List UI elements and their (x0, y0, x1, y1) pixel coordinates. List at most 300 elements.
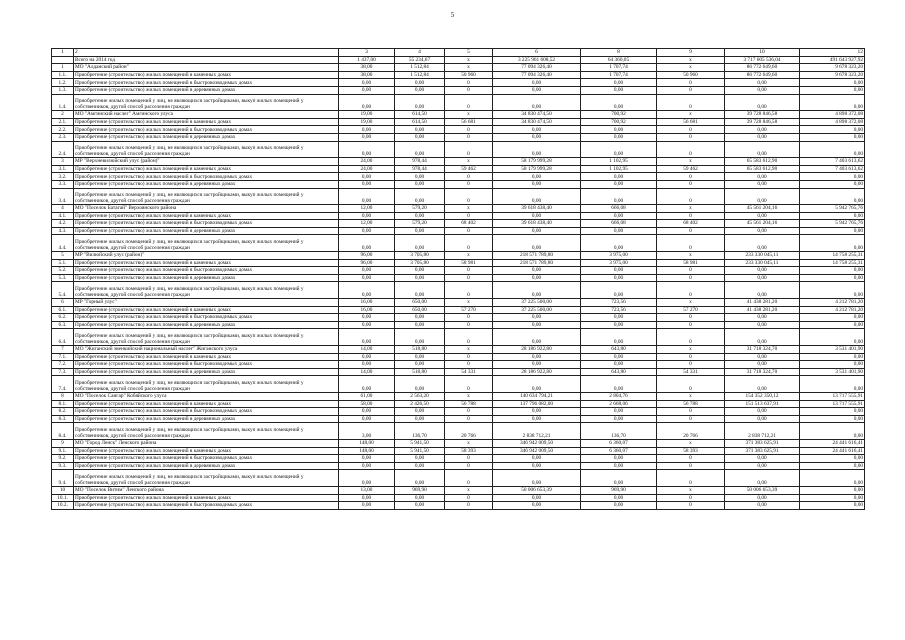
table-cell: 0 (657, 141, 725, 158)
table-cell: 0 (657, 314, 725, 322)
table-cell: 0,00 (725, 133, 800, 141)
table-cell: 1.3. (52, 86, 74, 94)
table-cell: 3 705,80 (395, 259, 445, 267)
table-cell: 86 772 649,60 (725, 64, 800, 72)
table-row (52, 71, 865, 79)
table-cell: 154 352 350,12 (725, 392, 800, 400)
table-cell: Приобретение жилых помещений у лиц, не являющихся застройщиками, выкуп жилых помещений у собственников, другой способ расселения граждан (74, 141, 339, 158)
table-cell: 579,20 (395, 220, 445, 228)
table-cell: 0,00 (395, 314, 445, 322)
table-row (52, 282, 865, 299)
table-cell: 10 (725, 49, 800, 57)
table-row (52, 470, 865, 487)
table-cell: 0,00 (725, 86, 800, 94)
table-cell: 6 (52, 299, 74, 307)
table-cell: 2.4. (52, 141, 74, 158)
table-cell: Приобретение (строительство) жилых помещений в каменных домах (74, 212, 339, 220)
table-cell: Приобретение (строительство) жилых помещений в деревянных домах (74, 368, 339, 376)
table-cell: 0 (445, 470, 493, 487)
table-cell: 5 942 765,76 (800, 220, 865, 228)
table-cell: 0,00 (581, 321, 657, 329)
table-cell: 8.2. (52, 408, 74, 416)
table-cell: 5 941,50 (395, 439, 445, 447)
table-cell: 0,00 (725, 321, 800, 329)
table-cell: 0,00 (581, 415, 657, 423)
table-cell: 1.2. (52, 79, 74, 87)
table-cell: Приобретение (строительство) жилых помещений в каменных домах (74, 306, 339, 314)
table-row (52, 173, 865, 181)
table-row (52, 462, 865, 470)
table-cell: 28 186 922,80 (493, 346, 581, 354)
table-row (52, 353, 865, 361)
table-cell: 14,00 (339, 368, 395, 376)
table-cell: 4.4. (52, 235, 74, 252)
table-cell: 31 718 324,70 (725, 368, 800, 376)
table-cell: 0 (657, 212, 725, 220)
table-cell: 64 360,05 (581, 56, 657, 64)
table-cell: 0,00 (493, 376, 581, 393)
table-cell: 0,00 (493, 494, 581, 502)
table-cell: 0,00 (493, 408, 581, 416)
table-cell: 0,00 (395, 502, 445, 510)
table-cell: 0,00 (339, 274, 395, 282)
table-cell: 0,00 (581, 133, 657, 141)
table-cell: 0 (445, 408, 493, 416)
table-cell: x (657, 64, 725, 72)
table-cell: Приобретение (строительство) жилых помещений в деревянных домах (74, 180, 339, 188)
table-row (52, 455, 865, 463)
table-cell: Приобретение (строительство) жилых помещений в деревянных домах (74, 86, 339, 94)
table-cell: 2 838 712,21 (725, 423, 800, 440)
table-cell: 3.3. (52, 180, 74, 188)
table-cell: 9.2. (52, 455, 74, 463)
table-cell: Приобретение (строительство) жилых помещений в каменных домах (74, 353, 339, 361)
table-cell: 2.2. (52, 126, 74, 134)
table-cell: 0,00 (339, 329, 395, 346)
table-cell: 0 (445, 455, 493, 463)
table-cell: 0,00 (339, 126, 395, 134)
table-cell: 0,00 (800, 126, 865, 134)
table-cell: Всего на 2014 год (74, 56, 339, 64)
table-cell: 0,00 (800, 274, 865, 282)
table-cell: 579,20 (395, 205, 445, 213)
table-cell: 3 705,80 (395, 252, 445, 260)
table-cell: Приобретение (строительство) жилых помещений в быстровозводимых домах (74, 173, 339, 181)
table-cell: 65 583 612,90 (725, 158, 800, 166)
table-cell: 136,70 (581, 423, 657, 440)
table-cell: 0,00 (339, 502, 395, 510)
table-cell: 20 766 (445, 423, 493, 440)
table-cell: 0,00 (493, 415, 581, 423)
table-cell: 41 438 281,20 (725, 299, 800, 307)
table-cell: 6.2. (52, 314, 74, 322)
table-cell: 136,70 (395, 423, 445, 440)
table-cell: 12 (800, 49, 865, 57)
table-cell: 0,00 (725, 267, 800, 275)
table-row (52, 111, 865, 119)
table-row (52, 502, 865, 510)
table-cell: 0,00 (725, 494, 800, 502)
table-cell: 0,00 (493, 462, 581, 470)
table-cell: 56 788 (657, 400, 725, 408)
table-cell: 0,00 (800, 462, 865, 470)
table-cell: Приобретение жилых помещений у лиц, не являющихся застройщиками, выкуп жилых помещений у собственников, другой способ расселения граждан (74, 329, 339, 346)
table-row (52, 306, 865, 314)
table-cell: 0 (657, 415, 725, 423)
table-cell: 0 (445, 188, 493, 205)
table-cell: 0 (445, 79, 493, 87)
table-cell: 0,00 (725, 462, 800, 470)
table-cell: Приобретение жилых помещений у лиц, не являющихся застройщиками, выкуп жилых помещений у собственников, другой способ расселения граждан (74, 94, 339, 111)
table-cell: 0,00 (725, 415, 800, 423)
table-cell: 0,00 (800, 212, 865, 220)
table-cell: 24 441 616,41 (800, 447, 865, 455)
table-cell: 0,00 (493, 94, 581, 111)
table-cell: 1 (52, 49, 74, 57)
table-cell: 0,00 (339, 376, 395, 393)
table-row (52, 376, 865, 393)
table-cell: 0 (657, 329, 725, 346)
table-cell: 2 563,20 (395, 392, 445, 400)
table-cell: 0,00 (581, 267, 657, 275)
table-cell: 0,00 (581, 353, 657, 361)
table-cell: 0,00 (395, 141, 445, 158)
table-cell: 8.1. (52, 400, 74, 408)
table-cell: 39 728 846,58 (725, 118, 800, 126)
table-cell: 58 393 (657, 447, 725, 455)
table-cell: 491 643 927,92 (800, 56, 865, 64)
table-cell: 13 717 555,91 (800, 400, 865, 408)
table-cell: 0,00 (395, 267, 445, 275)
table-cell: 0,00 (395, 361, 445, 369)
table-cell: 0,00 (725, 282, 800, 299)
table-cell: 96,00 (339, 252, 395, 260)
table-cell: 0 (445, 141, 493, 158)
table-cell: 0,00 (581, 188, 657, 205)
table-cell: 0,00 (800, 353, 865, 361)
table-cell: 3 225 961 608,52 (493, 56, 581, 64)
table-cell: 7 403 613,62 (800, 165, 865, 173)
table-cell: 68 402 (445, 220, 493, 228)
table-cell: 7 (52, 346, 74, 354)
table-cell: 0,00 (725, 212, 800, 220)
table-cell: 39 728 846,58 (725, 111, 800, 119)
table-cell: 0,00 (493, 141, 581, 158)
table-cell: 0,00 (395, 329, 445, 346)
table-cell: 0,00 (493, 235, 581, 252)
table-cell: 5.4. (52, 282, 74, 299)
table-cell: x (657, 299, 725, 307)
table-cell: 5 (445, 49, 493, 57)
table-cell: 0,00 (800, 227, 865, 235)
table-cell: Приобретение (строительство) жилых помещений в быстровозводимых домах (74, 220, 339, 228)
table-cell: 56 788 (445, 400, 493, 408)
table-cell: 10.1. (52, 494, 74, 502)
table-cell: 1.1. (52, 71, 74, 79)
table-row (52, 400, 865, 408)
table-cell: 0,00 (339, 267, 395, 275)
table-row (52, 118, 865, 126)
table-cell: 3 (52, 158, 74, 166)
table-cell: 10.2. (52, 502, 74, 510)
table-cell: 3.4. (52, 188, 74, 205)
table-cell: 969,90 (581, 486, 657, 494)
table-cell: 1 512,84 (395, 64, 445, 72)
table-row (52, 56, 865, 64)
table-cell: 0,00 (581, 282, 657, 299)
table-cell: 0,00 (339, 361, 395, 369)
table-cell: 643,80 (581, 346, 657, 354)
table-cell: x (445, 346, 493, 354)
table-cell: 5 942 765,76 (800, 205, 865, 213)
table-cell: 59 462 (657, 165, 725, 173)
table-cell: 233 330 045,11 (725, 252, 800, 260)
table-cell: x (445, 439, 493, 447)
table-cell: 0,00 (493, 353, 581, 361)
table-cell: 0,00 (581, 470, 657, 487)
table-cell: 0,00 (581, 408, 657, 416)
table-row (52, 133, 865, 141)
table-cell: 0,00 (725, 227, 800, 235)
table-cell: 0,00 (493, 470, 581, 487)
table-cell: 0,00 (800, 455, 865, 463)
table-cell: 34 830 474,50 (493, 111, 581, 119)
table-cell: 50 960 (445, 71, 493, 79)
table-cell: 700,92 (581, 118, 657, 126)
table-row (52, 205, 865, 213)
table-cell: 0 (445, 227, 493, 235)
table-cell: 4 (395, 49, 445, 57)
table-cell: 59 462 (445, 165, 493, 173)
table-cell: 3 975,00 (581, 259, 657, 267)
table-cell: 50 960 (657, 71, 725, 79)
table-cell: Приобретение (строительство) жилых помещений в быстровозводимых домах (74, 502, 339, 510)
table-row (52, 79, 865, 87)
table-cell: 0,00 (339, 462, 395, 470)
table-row (52, 165, 865, 173)
table-cell: 0,00 (800, 502, 865, 510)
table-cell: 0,00 (725, 79, 800, 87)
table-cell: 58 179 999,28 (493, 165, 581, 173)
table-cell: 0,00 (339, 408, 395, 416)
table-row (52, 423, 865, 440)
table-cell: 0 (445, 126, 493, 134)
table-cell: 218 571 789,80 (493, 259, 581, 267)
table-row (52, 64, 865, 72)
table-cell: 148,00 (339, 439, 395, 447)
table-cell: 10 (52, 486, 74, 494)
table-cell: 0 (445, 462, 493, 470)
table-cell: 4.3. (52, 227, 74, 235)
table-cell: 0 (657, 133, 725, 141)
table-cell: 0 (445, 267, 493, 275)
table-cell: 5 941,50 (395, 447, 445, 455)
table-cell: МО "Алданский район" (74, 64, 339, 72)
table-cell: 3.2. (52, 173, 74, 181)
table-cell: 0,00 (339, 173, 395, 181)
table-cell: 0 (657, 321, 725, 329)
table-cell: 0,00 (339, 180, 395, 188)
table-cell: 13 717 555,91 (800, 392, 865, 400)
table-cell: 0 (445, 94, 493, 111)
table-cell: Приобретение жилых помещений у лиц, не являющихся застройщиками, выкуп жилых помещений у собственников, другой способ расселения граждан (74, 423, 339, 440)
table-cell: 4 (52, 205, 74, 213)
table-cell: 0,00 (395, 353, 445, 361)
table-cell: 1 102,95 (581, 165, 657, 173)
table-cell: x (657, 56, 725, 64)
table-cell: 0,00 (395, 470, 445, 487)
table-cell: 0,00 (725, 353, 800, 361)
table-cell: 0 (657, 227, 725, 235)
table-row (52, 274, 865, 282)
table-cell: x (657, 392, 725, 400)
table-cell: 0 (657, 376, 725, 393)
table-cell: 9 678 323,20 (800, 64, 865, 72)
table-cell: 58 981 (657, 259, 725, 267)
table-cell: 0,00 (581, 376, 657, 393)
table-row (52, 220, 865, 228)
table-cell: Приобретение (строительство) жилых помещений в каменных домах (74, 400, 339, 408)
table-cell: 19,00 (339, 111, 395, 119)
table-cell: 0 (445, 86, 493, 94)
table-cell: 0 (657, 408, 725, 416)
table-cell: 6 360,07 (581, 447, 657, 455)
table-cell: 0,00 (581, 94, 657, 111)
table-cell: 0 (445, 274, 493, 282)
table-cell: 666,08 (581, 205, 657, 213)
table-cell: 0 (657, 494, 725, 502)
table-cell: 7.2. (52, 361, 74, 369)
table-cell: 0,00 (725, 274, 800, 282)
table-cell: 14 758 255,31 (800, 259, 865, 267)
table-cell: 0 (445, 376, 493, 393)
table-cell: 2 (52, 111, 74, 119)
table-row (52, 252, 865, 260)
table-cell: 9.3. (52, 462, 74, 470)
table-cell: 0,00 (395, 494, 445, 502)
table-cell: 8 (581, 49, 657, 57)
table-cell: 0,00 (800, 321, 865, 329)
table-cell: 0,00 (725, 173, 800, 181)
table-cell: 68 402 (657, 220, 725, 228)
table-cell: 0 (657, 235, 725, 252)
table-cell: 614,50 (395, 118, 445, 126)
table-row (52, 86, 865, 94)
table-cell: 0,00 (339, 94, 395, 111)
table-cell: 54 331 (445, 368, 493, 376)
table-cell: 96,00 (339, 259, 395, 267)
table-cell: 9 678 323,20 (800, 71, 865, 79)
table-cell: 0 (657, 126, 725, 134)
table-cell: 0,00 (581, 314, 657, 322)
table-cell: 650,00 (395, 306, 445, 314)
table-row (52, 227, 865, 235)
table-cell: 12,00 (339, 220, 395, 228)
table-row (52, 235, 865, 252)
table-cell: 0 (657, 455, 725, 463)
table-cell: 0,00 (395, 212, 445, 220)
table-cell: 0,00 (581, 180, 657, 188)
table-cell: 0,00 (725, 141, 800, 158)
table-header-row (52, 49, 865, 57)
table-cell: 0,00 (395, 274, 445, 282)
table-cell: 6.1. (52, 306, 74, 314)
table-cell: 77 094 326,40 (493, 64, 581, 72)
table-cell: 0,00 (800, 133, 865, 141)
table-cell: 3 717 605 536,04 (725, 56, 800, 64)
table-cell: 0,00 (581, 79, 657, 87)
table-cell: x (657, 439, 725, 447)
table-cell: 0,00 (339, 86, 395, 94)
table-cell: 0,00 (493, 361, 581, 369)
table-row (52, 94, 865, 111)
table-cell: 0 (445, 133, 493, 141)
table-cell: 0,00 (493, 282, 581, 299)
table-row (52, 329, 865, 346)
table-cell: 3.1. (52, 165, 74, 173)
table-cell: МО "Поселок Витим" Ленского района (74, 486, 339, 494)
table-cell: Приобретение жилых помещений у лиц, не являющихся застройщиками, выкуп жилых помещений у собственников, другой способ расселения граждан (74, 235, 339, 252)
table-cell: Приобретение (строительство) жилых помещений в деревянных домах (74, 274, 339, 282)
table-cell: 0,00 (581, 361, 657, 369)
table-row (52, 392, 865, 400)
table-cell: 0,00 (800, 494, 865, 502)
table-cell: 0 (657, 173, 725, 181)
table-cell: Приобретение (строительство) жилых помещений в деревянных домах (74, 227, 339, 235)
table-cell: 6.3. (52, 321, 74, 329)
table-cell: 0,00 (725, 235, 800, 252)
table-cell: 0,00 (493, 188, 581, 205)
table-cell: 218 571 789,80 (493, 252, 581, 260)
table-cell: 0,00 (339, 235, 395, 252)
table-cell: 0,00 (581, 329, 657, 346)
table-cell: 140 634 794,21 (493, 392, 581, 400)
table-cell: x (445, 205, 493, 213)
table-row (52, 447, 865, 455)
table-cell: 0,00 (493, 86, 581, 94)
table-cell: 39 618 438,40 (493, 205, 581, 213)
table-cell: x (657, 205, 725, 213)
table-cell: 0,00 (339, 227, 395, 235)
table-cell: 39 618 438,40 (493, 220, 581, 228)
table-cell: 41 438 281,20 (725, 306, 800, 314)
table-cell: Приобретение (строительство) жилых помещений в деревянных домах (74, 133, 339, 141)
table-cell: 58,00 (339, 400, 395, 408)
resettlement-table (51, 48, 865, 510)
table-cell: 38,00 (339, 64, 395, 72)
table-cell: 1 (52, 64, 74, 72)
table-cell: 0,00 (395, 173, 445, 181)
table-cell: 0 (657, 353, 725, 361)
table-cell: 31 718 324,70 (725, 346, 800, 354)
table-cell: 3 975,00 (581, 252, 657, 260)
table-cell: 346 942 009,50 (493, 439, 581, 447)
table-cell: 24,00 (339, 165, 395, 173)
table-cell: 0,00 (339, 282, 395, 299)
table-row (52, 299, 865, 307)
table-cell: 24,00 (339, 158, 395, 166)
table-cell: x (445, 392, 493, 400)
table-cell: 0,00 (395, 235, 445, 252)
table-cell: 0,00 (395, 282, 445, 299)
table-cell: 5.3. (52, 274, 74, 282)
table-cell: 0,00 (339, 353, 395, 361)
table-cell: 5.2. (52, 267, 74, 275)
table-cell: 371 383 625,91 (725, 447, 800, 455)
table-row (52, 408, 865, 416)
table-cell: 58 981 (445, 259, 493, 267)
table-cell: 55 234,67 (395, 56, 445, 64)
